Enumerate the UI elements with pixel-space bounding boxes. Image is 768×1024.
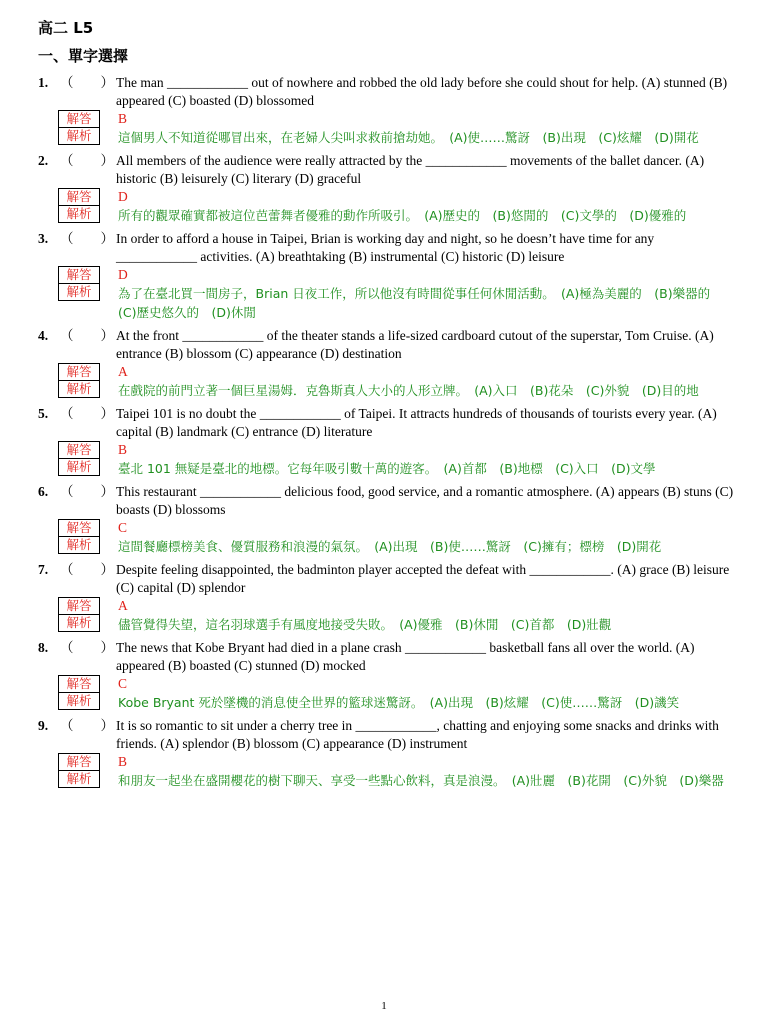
question-item <box>38 327 738 400</box>
question-number: 5. <box>38 406 49 421</box>
explanation-label: 解析 <box>58 693 100 710</box>
answer-blank: （ ） <box>60 484 114 499</box>
answer-value: B <box>118 442 128 457</box>
answer-blank: （ ） <box>60 328 114 343</box>
answer-value: B <box>118 111 128 126</box>
answer-blank: （ ） <box>60 75 114 90</box>
answer-label: 解答 <box>58 597 100 615</box>
explanation-label: 解析 <box>58 128 100 145</box>
answer-blank: （ ） <box>60 718 114 733</box>
explanation-label: 解析 <box>58 459 100 476</box>
question-item <box>38 230 738 322</box>
question-text: All members of the audience were really attracted by the ____________ movements of the ballet dancer. (A) historic (B) leisurely (C) literary (D) graceful <box>116 153 705 186</box>
explanation-text: 這間餐廳標榜美食、優質服務和浪漫的氣氛。 (A)出現 (B)使……驚訝 (C)擁有；標榜 (D)開花 <box>118 539 662 554</box>
explanation-label: 解析 <box>58 771 100 788</box>
answer-value: B <box>118 754 128 769</box>
question-item <box>38 561 738 634</box>
question-number: 9. <box>38 718 49 733</box>
explanation-text: 和朋友一起坐在盛開櫻花的樹下聊天、享受一些點心飲料，真是浪漫。 (A)壯麗 (B)花開 (C)外貌 (D)樂器 <box>118 773 724 788</box>
answer-label: 解答 <box>58 519 100 537</box>
question-item <box>38 717 738 790</box>
answer-value: C <box>118 520 128 535</box>
explanation-text: 臺北 101 無疑是臺北的地標。它每年吸引數十萬的遊客。 (A)首都 (B)地標 (C)入口 (D)文學 <box>118 461 656 476</box>
explanation-text: 儘管覺得失望，這名羽球選手有風度地接受失敗。 (A)優雅 (B)休閒 (C)首都 (D)壯觀 <box>118 617 612 632</box>
question-item <box>38 152 738 225</box>
answer-blank: （ ） <box>60 562 114 577</box>
explanation-label: 解析 <box>58 284 100 301</box>
answer-blank: （ ） <box>60 406 114 421</box>
answer-label: 解答 <box>58 110 100 128</box>
answer-value: A <box>118 364 128 379</box>
section-heading: 一、單字選擇 <box>38 47 129 65</box>
question-item <box>38 639 738 712</box>
answer-label: 解答 <box>58 753 100 771</box>
explanation-text: 這個男人不知道從哪冒出來，在老婦人尖叫求救前搶劫她。 (A)使……驚訝 (B)出現 (C)炫耀 (D)開花 <box>118 130 699 145</box>
question-number: 1. <box>38 75 49 90</box>
answer-value: C <box>118 676 128 691</box>
answer-label: 解答 <box>58 266 100 284</box>
document-title: 高二 L5 <box>38 19 94 37</box>
question-text: This restaurant ____________ delicious food, good service, and a romantic atmosphere. (A) appears (B) stuns (C) boasts (D) blossoms <box>116 484 734 517</box>
explanation-text: 在戲院的前門立著一個巨星湯姆．克魯斯真人大小的人形立牌。 (A)入口 (B)花朵 (C)外貌 (D)目的地 <box>118 383 699 398</box>
question-number: 4. <box>38 328 49 343</box>
answer-value: A <box>118 598 128 613</box>
answer-label: 解答 <box>58 188 100 206</box>
question-number: 7. <box>38 562 49 577</box>
question-number: 2. <box>38 153 49 168</box>
question-text: In order to afford a house in Taipei, Brian is working day and night, so he doesn’t have time for any ____________ activities. (A) breathtaking (B) instrumental (C) historic (D) leisure <box>116 231 655 264</box>
explanation-text: 所有的觀眾確實都被這位芭蕾舞者優雅的動作所吸引。 (A)歷史的 (B)悠閒的 (C)文學的 (D)優雅的 <box>118 208 687 223</box>
question-item <box>38 74 738 147</box>
explanation-label: 解析 <box>58 206 100 223</box>
document-page <box>38 18 738 795</box>
question-number: 8. <box>38 640 49 655</box>
explanation-text: 為了在臺北買一間房子，Brian 日夜工作，所以他沒有時間從事任何休閒活動。 (A)極為美麗的 (B)樂器的 (C)歷史悠久的 (D)休閒 <box>118 286 723 320</box>
question-item <box>38 405 738 478</box>
page-number: 1 <box>381 1000 387 1012</box>
question-text: Despite feeling disappointed, the badminton player accepted the defeat with ____________. (A) grace (B) leisure (C) capital (D) splendor <box>116 562 730 595</box>
question-text: The news that Kobe Bryant had died in a plane crash ____________ basketball fans all over the world. (A) appeared (B) boasted (C) stunned (D) mocked <box>116 640 695 673</box>
answer-value: D <box>118 189 128 204</box>
question-item <box>38 483 738 556</box>
answer-value: D <box>118 267 128 282</box>
answer-blank: （ ） <box>60 231 114 246</box>
answer-label: 解答 <box>58 675 100 693</box>
answer-blank: （ ） <box>60 153 114 168</box>
answer-label: 解答 <box>58 363 100 381</box>
question-text: It is so romantic to sit under a cherry tree in ____________, chatting and enjoying some snacks and drinks with friends. (A) splendor (B) blossom (C) appearance (D) instrument <box>116 718 719 751</box>
explanation-label: 解析 <box>58 381 100 398</box>
question-text: The man ____________ out of nowhere and robbed the old lady before she could shout for help. (A) stunned (B) appeared (C) boasted (D) blossomed <box>116 75 728 108</box>
explanation-label: 解析 <box>58 615 100 632</box>
question-number: 6. <box>38 484 49 499</box>
question-text: At the front ____________ of the theater stands a life-sized cardboard cutout of the superstar, Tom Cruise. (A) entrance (B) blossom (C) appearance (D) destination <box>116 328 714 361</box>
answer-label: 解答 <box>58 441 100 459</box>
question-text: Taipei 101 is no doubt the ____________ of Taipei. It attracts hundreds of thousands of tourists every year. (A) capital (B) landmark (C) entrance (D) literature <box>116 406 717 439</box>
explanation-label: 解析 <box>58 537 100 554</box>
answer-blank: （ ） <box>60 640 114 655</box>
question-number: 3. <box>38 231 49 246</box>
explanation-text: Kobe Bryant 死於墜機的消息使全世界的籃球迷驚訝。 (A)出現 (B)炫耀 (C)使……驚訝 (D)譏笑 <box>118 695 680 710</box>
